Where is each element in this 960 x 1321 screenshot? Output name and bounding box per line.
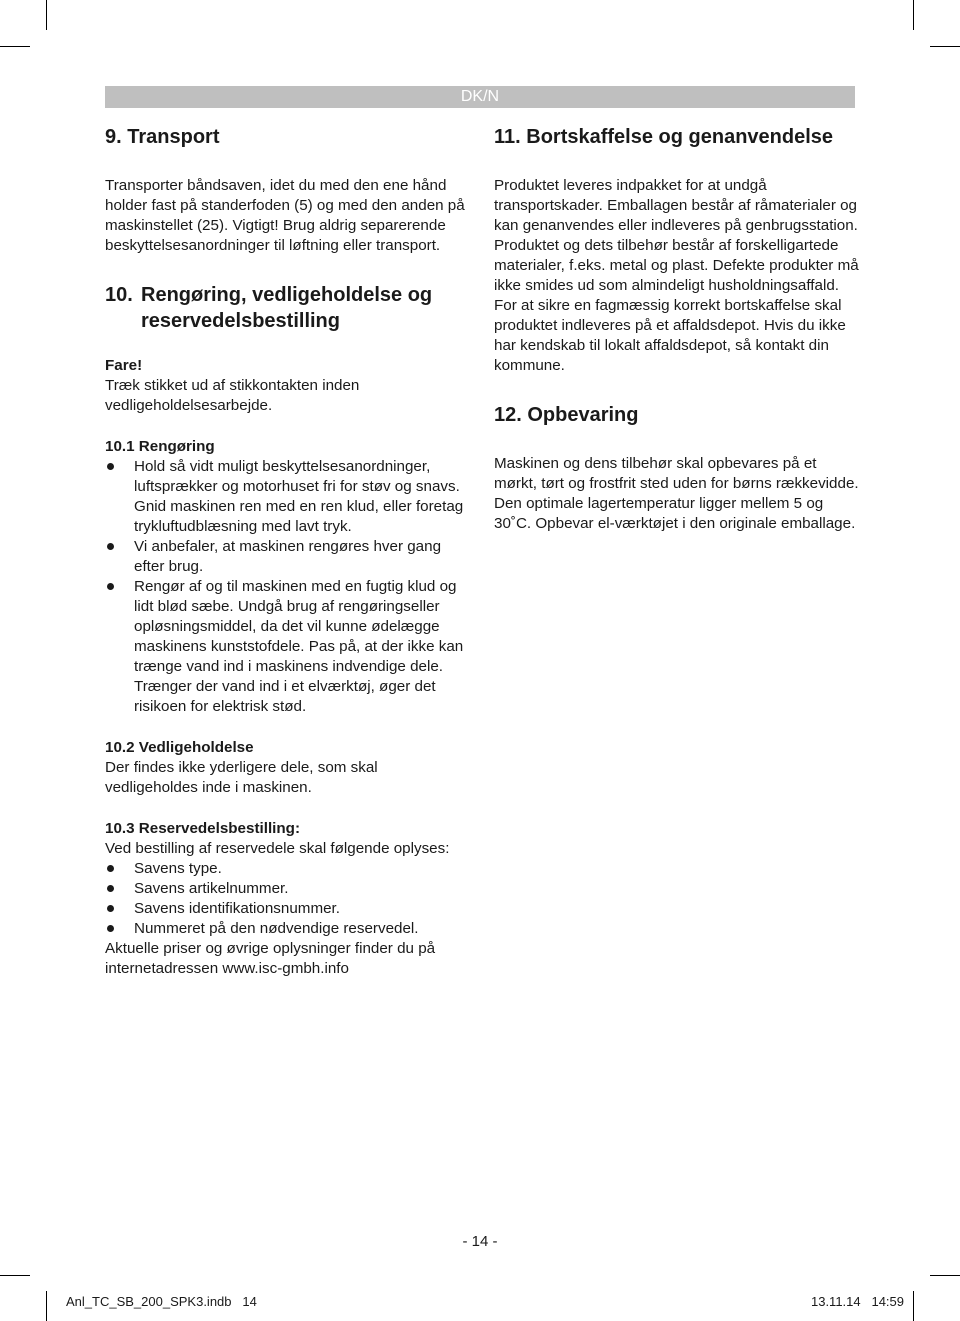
list-item: Savens artikelnummer.	[105, 879, 470, 899]
language-code: DK/N	[460, 88, 500, 105]
section-10-title	[105, 282, 470, 334]
section-10-3-intro: Ved bestilling af reservedele skal følgende oplyses:	[105, 840, 450, 857]
crop-mark	[0, 46, 30, 47]
list-item: Savens type.	[105, 859, 470, 879]
crop-mark	[913, 1291, 914, 1321]
section-10-2-title: 10.2 Vedligeholdelse	[105, 739, 254, 756]
section-10-2-body: Der findes ikke yderligere dele, som skal vedligeholdes inde i maskinen.	[105, 759, 378, 796]
section-11-title: 11. Bortskaffelse og genanvendelse	[494, 126, 834, 148]
section-12-title: 12. Opbevaring	[494, 404, 639, 426]
section-9-body: Transporter båndsaven, idet du med den ene hånd holder fast på standerfoden (5) og med den anden på maskinstellet (25). Vigtigt! Brug aldrig separerende beskyttelsesanordninger til løftning eller transport.	[105, 177, 465, 254]
section-10-1-title: 10.1 Rengøring	[105, 438, 215, 455]
section-11-body: Produktet leveres indpakket for at undgå transportskader. Emballagen består af råmaterialer og kan genanvendes eller indleveres på genbrugsstation. Produktet og dets tilbehør består af forskelligartede materialer, f.eks. metal og plast. Defekte produkter må ikke smides ud som almindeligt husholdningsaffald. For at sikre en fagmæssig korrekt bortskaffelse skal produktet indleveres på et affaldsdepot. Hvis du ikke har kendskab til lokalt affaldsdepot, så kontakt din kommune.	[494, 177, 859, 374]
page-number: - 14 -	[462, 1233, 498, 1250]
list-item: Savens identifikationsnummer.	[105, 899, 470, 919]
bullet-icon	[107, 865, 114, 872]
crop-mark	[46, 0, 47, 30]
section-10-3-title: 10.3 Reservedelsbestilling:	[105, 820, 300, 837]
bullet-icon	[107, 463, 114, 470]
list-item: Rengør af og til maskinen med en fugtig klud og lidt blød sæbe. Undgå brug af rengøringseller opløsningsmiddel, da det vil kunne ødelægge maskinens kunststofdele. Pas på, at der ikke kan trænge vand ind i maskinens indvendige dele. Trænger der vand ind i et elværktøj, øger det risikoen for elektrisk stød.	[105, 577, 470, 717]
file-slug: Anl_TC_SB_200_SPK3.indb 14	[66, 1294, 257, 1309]
crop-mark	[913, 0, 914, 30]
warning-text: Træk stikket ud af stikkontakten inden vedligeholdelsesarbejde.	[105, 377, 360, 414]
section-12-body: Maskinen og dens tilbehør skal opbevares på et mørkt, tørt og frostfrit sted uden for børns rækkevidde. Den optimale lagertemperatur ligger mellem 5 og 30˚C. Opbevar el-værktøjet i den originale emballage.	[494, 455, 859, 532]
bullet-icon	[107, 925, 114, 932]
section-10-number: 10.	[105, 284, 133, 306]
list-item: Nummeret på den nødvendige reservedel.	[105, 919, 470, 939]
language-header-bar	[105, 86, 855, 108]
list-item: Vi anbefaler, at maskinen rengøres hver gang efter brug.	[105, 537, 470, 577]
right-column	[494, 124, 859, 534]
list-item: Hold så vidt muligt beskyttelsesanordninger, luftsprækker og motorhuset fri for støv og snavs. Gnid maskinen ren med en ren klud, eller foretag trykluftudblæsning med lavt tryk.	[105, 457, 470, 537]
bullet-icon	[107, 583, 114, 590]
left-column	[105, 124, 470, 979]
crop-mark	[46, 1291, 47, 1321]
spare-parts-list	[105, 859, 470, 939]
crop-mark	[0, 1275, 30, 1276]
section-10-title-text: Rengøring, vedligeholdelse og reservedelsbestilling	[141, 284, 433, 332]
section-10-3-outro: Aktuelle priser og øvrige oplysninger finder du på internetadressen www.isc-gmbh.info	[105, 940, 436, 977]
bullet-icon	[107, 885, 114, 892]
cleaning-list	[105, 457, 470, 717]
date-slug: 13.11.14 14:59	[810, 1294, 904, 1309]
crop-mark	[930, 46, 960, 47]
crop-mark	[930, 1275, 960, 1276]
bullet-icon	[107, 905, 114, 912]
warning-label: Fare!	[105, 357, 143, 374]
section-9-title: 9. Transport	[105, 126, 220, 148]
bullet-icon	[107, 543, 114, 550]
